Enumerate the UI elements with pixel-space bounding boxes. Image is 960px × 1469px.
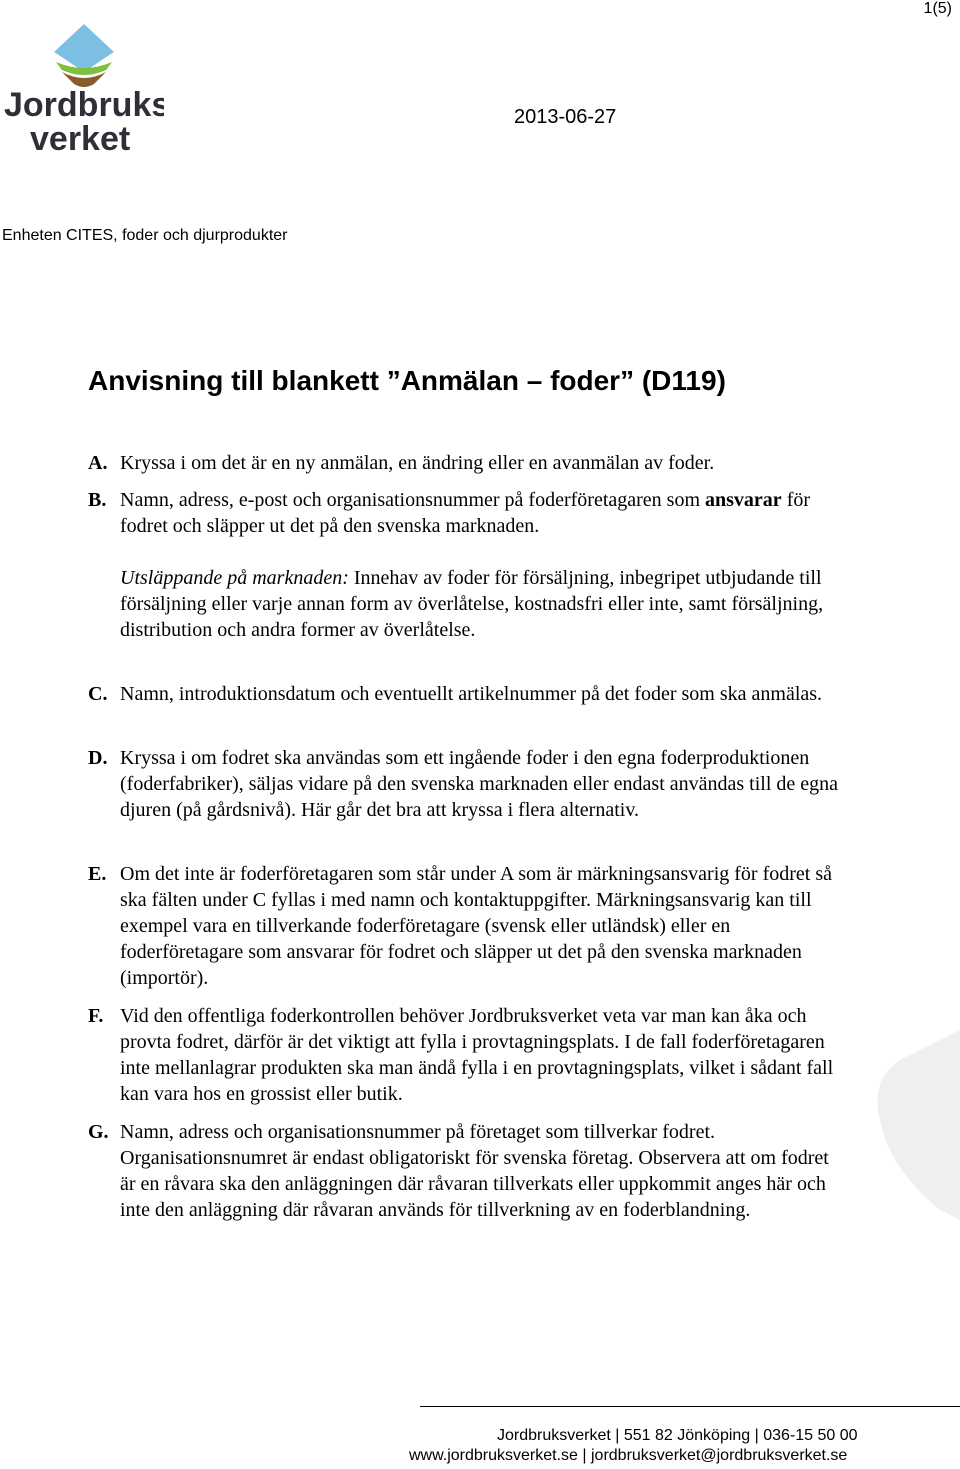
- item-letter: C.: [88, 683, 108, 705]
- logo-text-line2: verket: [30, 120, 131, 154]
- item-text: Namn, adress, e-post och organisationsnummer på foderföretagaren som ansvarar för fodret och släpper ut det på den svenska marknaden.: [120, 489, 811, 537]
- document-date: 2013-06-27: [514, 106, 617, 128]
- item-text: Om det inte är foderföretagaren som står under A som är märkningsansvarig för fodret så ska fälten under C fyllas i med namn och kontaktuppgifter. Märkningsansvarig kan till exempel vara en tillverkande foderföretagare (svensk eller utländsk) eller en foderföretagare som ansvarar för fodret och släpper ut det på den svenska marknaden (importör).: [120, 863, 832, 989]
- instruction-item-f: [88, 1003, 848, 1107]
- document-title: Anvisning till blankett ”Anmälan – foder” (D119): [88, 365, 726, 396]
- definition-note: [120, 565, 840, 643]
- item-letter: D.: [88, 747, 108, 769]
- logo-mark-icon: [2, 22, 164, 154]
- instruction-item-a: [88, 450, 848, 476]
- item-text: Kryssa i om fodret ska användas som ett ingående foder i den egna foderproduktionen (foderfabriker), säljas vidare på den svenska marknaden eller endast användas till de egna djuren (på gårdsnivå). Här går det bra att kryssa i flera alternativ.: [120, 747, 839, 821]
- item-text: Namn, introduktionsdatum och eventuellt artikelnummer på det foder som ska anmälas.: [120, 683, 823, 705]
- item-letter: G.: [88, 1121, 109, 1143]
- definition-term: Utsläppande på marknaden:: [120, 567, 349, 589]
- department-name: Enheten CITES, foder och djurprodukter: [2, 227, 288, 244]
- page-number: 1(5): [923, 0, 952, 17]
- item-text: Vid den offentliga foderkontrollen behöver Jordbruksverket veta var man kan åka och provta fodret, därför är det viktigt att fylla i provtagningsplats. I de fall foderföretagaren inte mellanlagrar produkten ska man ändå fylla i en provtagningsplats, vilket i sådant fall kan vara hos en grossist eller butik.: [120, 1005, 834, 1105]
- instruction-item-e: [88, 861, 848, 991]
- instruction-item-b: [88, 487, 848, 539]
- item-letter: E.: [88, 863, 107, 885]
- jordbruksverket-logo: [2, 22, 164, 154]
- item-letter: A.: [88, 452, 108, 474]
- cow-watermark-icon: [840, 1020, 960, 1220]
- item-text: Namn, adress och organisationsnummer på företaget som tillverkar fodret. Organisationsnumret är endast obligatoriskt för svenska företag. Observera att om fodret är en råvara ska den anläggningen där råvaran tillverkats eller uppkommit anges här och inte den anläggning där råvaran används för tillverkning av en foderblandning.: [120, 1121, 829, 1221]
- instruction-item-d: [88, 745, 848, 823]
- footer-divider: [420, 1406, 960, 1407]
- item-text: Kryssa i om det är en ny anmälan, en ändring eller en avanmälan av foder.: [120, 452, 715, 474]
- logo-text-line1: Jordbruks: [4, 86, 164, 124]
- emphasis-text: ansvarar: [705, 489, 782, 511]
- item-letter: B.: [88, 489, 107, 511]
- item-letter: F.: [88, 1005, 104, 1027]
- definition-text: Innehav av foder för försäljning, inbegripet utbjudande till försäljning eller varje annan form av överlåtelse, kostnadsfri eller inte, samt försäljning, distribution och andra former av överlåtelse.: [120, 567, 824, 641]
- footer-address: Jordbruksverket | 551 82 Jönköping | 036-15 50 00: [497, 1427, 858, 1444]
- footer-contact: www.jordbruksverket.se | jordbruksverket@jordbruksverket.se: [409, 1447, 848, 1464]
- instruction-item-c: [88, 681, 848, 707]
- instruction-item-g: [88, 1119, 848, 1223]
